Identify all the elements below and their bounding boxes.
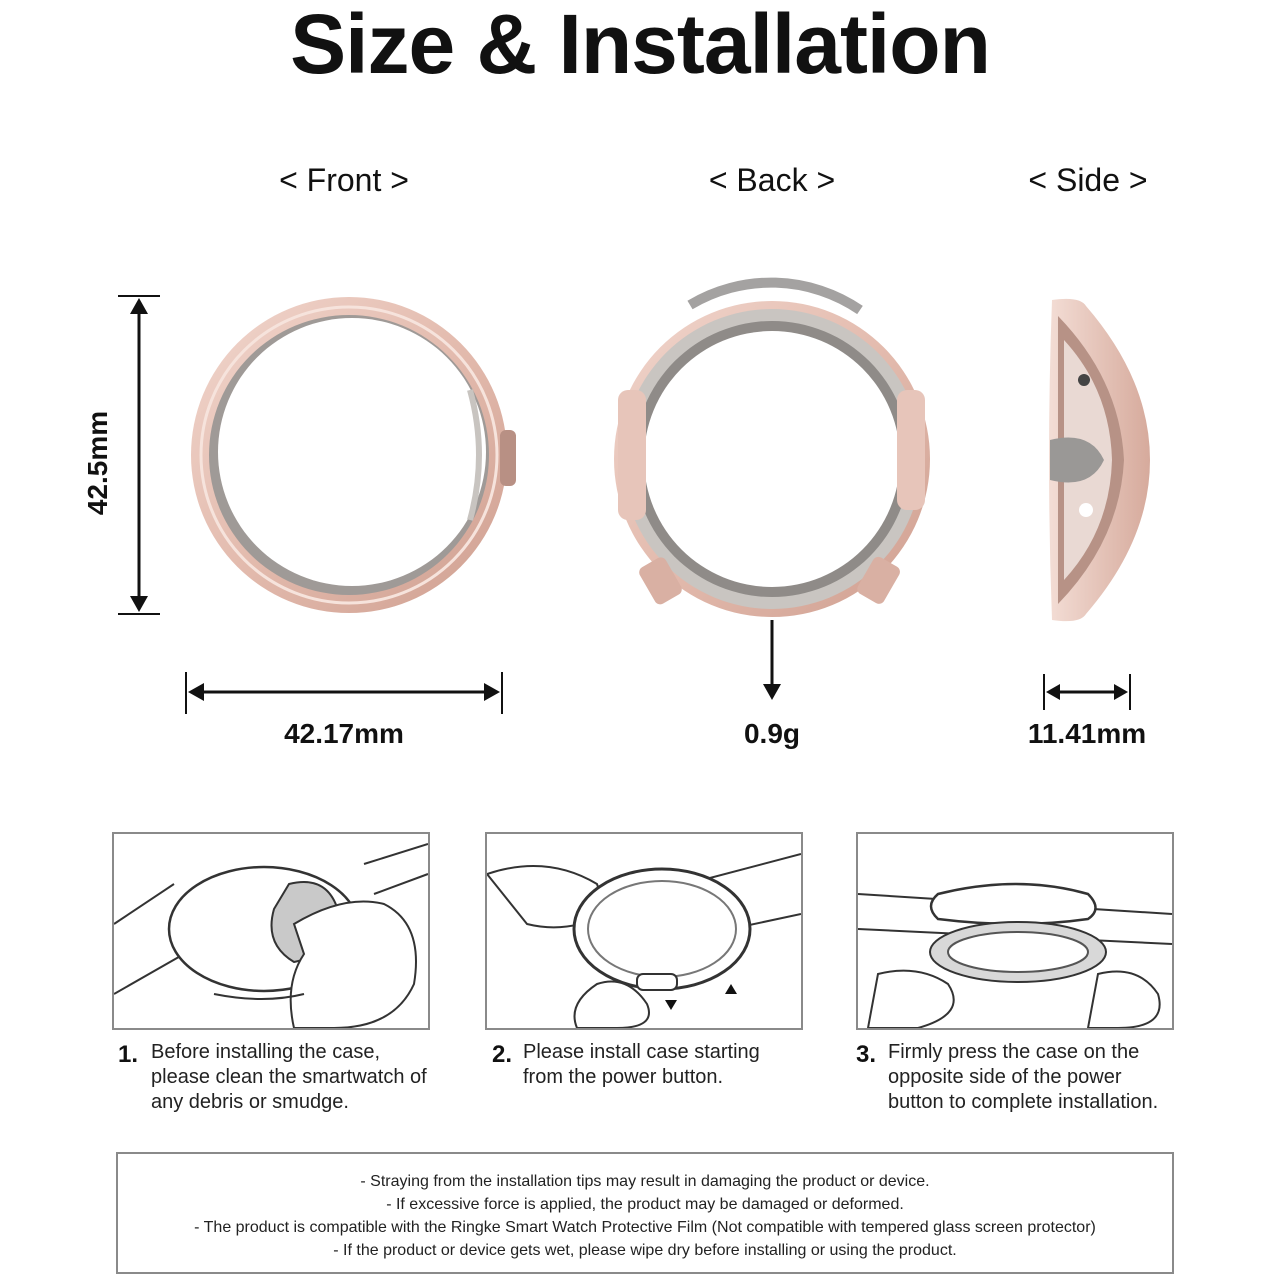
note-line: - Straying from the installation tips may result in damaging the product or device. (360, 1173, 930, 1190)
width-arrow (186, 672, 502, 714)
thickness-label: 11.41mm (1027, 718, 1147, 749)
step-2-illustration (485, 832, 803, 1030)
side-ring-illustration (1049, 299, 1150, 621)
note-line: - If excessive force is applied, the product may be damaged or deformed. (386, 1196, 904, 1213)
step-3-text: Firmly press the case on the opposite side of the power button to complete installation. (888, 1041, 1159, 1113)
weight-arrow (763, 620, 781, 700)
height-label: 42.5mm (82, 410, 113, 516)
thickness-arrow (1044, 674, 1130, 710)
note-line: - If the product or device gets wet, please wipe dry before installing or using the product. (333, 1242, 957, 1259)
step-1-number: 1. (118, 1041, 139, 1068)
step-3-illustration (856, 832, 1174, 1030)
front-view-label: < Front > (279, 162, 409, 198)
caution-notes-box (116, 1152, 1174, 1274)
step-3-number: 3. (856, 1041, 877, 1068)
step-1-illustration (112, 832, 430, 1030)
height-arrow (118, 296, 160, 614)
page-title: Size & Installation (290, 0, 990, 91)
side-view-label: < Side > (1028, 162, 1148, 198)
step-1-text: Before installing the case, please clean the smartwatch of any debris or smudge. (151, 1041, 427, 1113)
note-line: - The product is compatible with the Ringke Smart Watch Protective Film (Not compatible with tempered glass screen protector) (194, 1219, 1096, 1236)
step-2-text: Please install case starting from the power button. (523, 1041, 760, 1088)
back-ring-illustration (614, 283, 930, 617)
front-ring-illustration (191, 297, 516, 613)
width-label: 42.17mm (284, 718, 404, 749)
weight-label: 0.9g (743, 718, 801, 749)
back-view-label: < Back > (708, 162, 836, 198)
step-2-number: 2. (492, 1041, 513, 1068)
